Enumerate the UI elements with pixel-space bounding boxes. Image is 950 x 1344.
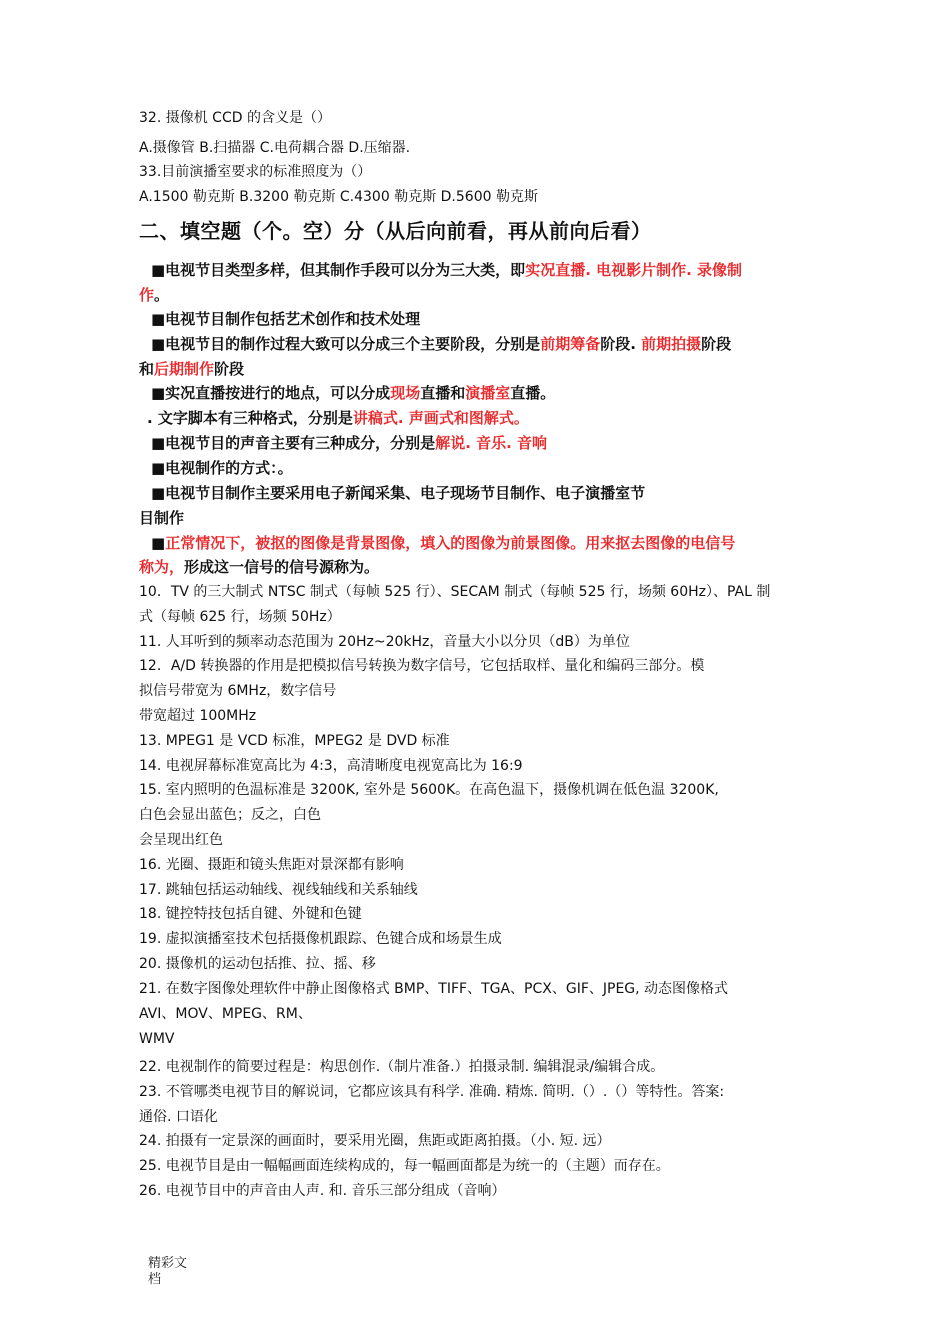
item-23: 23. 不管哪类电视节目的解说词，它都应该具有科学. 准确. 精炼. 简明.（）.（）等特性。答案:	[139, 1084, 725, 1100]
fill-item-5	[147, 408, 529, 428]
fill-item-8-cont: 目制作	[139, 509, 185, 527]
fill-answer: 正常情况下，被抠的图像是背景图像，填入的图像为前景图像。用来抠去图像的电信号	[165, 534, 736, 552]
item-10: 10．TV 的三大制式 NTSC 制式（每帧 525 行）、SECAM 制式（每帧 525 行，场频 60Hz）、PAL 制	[139, 584, 771, 600]
footer-text-2: 档	[148, 1272, 162, 1287]
fill-text: . 文字脚本有三种格式，分别是	[147, 409, 353, 427]
fill-answer: 后期制作	[154, 360, 215, 378]
fill-answer: 现场	[390, 384, 421, 402]
fill-answer: 演播室	[465, 384, 511, 402]
item-23-cont: 通俗. 口语化	[139, 1109, 218, 1125]
fill-item-6	[151, 433, 547, 453]
fill-answer: 作	[139, 286, 155, 304]
item-15: 15. 室内照明的色温标准是 3200K, 室外是 5600K。在高色温下，摄像机调在低色温 3200K,	[139, 782, 719, 798]
item-24: 24. 拍摄有一定景深的画面时，要采用光圈，焦距或距离拍摄。（小. 短. 远）	[139, 1133, 611, 1149]
item-26: 26. 电视节目中的声音由人声. 和. 音乐三部分组成（音响）	[139, 1183, 506, 1199]
footer-text-1: 精彩文	[148, 1256, 188, 1271]
fill-text: 直播和	[420, 384, 466, 402]
fill-item-2: ■电视节目制作包括艺术创作和技术处理	[151, 310, 421, 328]
item-21-cont: AVI、MOV、MPEG、RM、	[139, 1006, 312, 1022]
fill-answer: 称为，	[139, 558, 185, 576]
fill-answer: 前期筹备	[540, 335, 601, 353]
item-17: 17. 跳轴包括运动轴线、视线轴线和关系轴线	[139, 882, 418, 898]
item-25: 25. 电视节目是由一幅幅画面连续构成的，每一幅画面都是为统一的（主题）而存在。	[139, 1158, 670, 1174]
item-21: 21. 在数字图像处理软件中静止图像格式 BMP、TIFF、TGA、PCX、GIF、JPEG, 动态图像格式	[139, 981, 729, 997]
item-12-cont: 拟信号带宽为 6MHz，数字信号	[139, 683, 337, 699]
q33-line1: 33.目前演播室要求的标准照度为（）	[139, 164, 372, 180]
fill-text: 阶段	[701, 335, 732, 353]
fill-answer: 前期拍摄	[641, 335, 702, 353]
fill-text: ■电视节目的声音主要有三种成分，分别是	[151, 434, 436, 452]
item-20: 20. 摄像机的运动包括推、拉、摇、移	[139, 956, 376, 972]
fill-text: ■实况直播按进行的地点，可以分成	[151, 384, 391, 402]
fill-text: ■	[151, 534, 166, 552]
item-13: 13. MPEG1 是 VCD 标准，MPEG2 是 DVD 标准	[139, 733, 450, 749]
fill-item-3	[151, 334, 731, 354]
item-15-cont: 白色会显出蓝色；反之，白色	[139, 807, 321, 823]
fill-text: 和	[139, 360, 155, 378]
item-10-cont: 式（每帧 625 行，场频 50Hz）	[139, 609, 341, 625]
fill-text: ■电视节目类型多样，但其制作手段可以分为三大类，即	[151, 261, 526, 279]
section-title: 二、填空题（个。空）分（从后向前看，再从前向后看）	[139, 219, 652, 243]
fill-text: 直播。	[510, 384, 556, 402]
fill-text: ■电视节目的制作过程大致可以分成三个主要阶段，分别是	[151, 335, 541, 353]
q32-options: A.摄像管 B.扫描器 C.电荷耦合器 D.压缩器.	[139, 140, 411, 156]
fill-item-8: ■电视节目制作主要采用电子新闻采集、电子现场节目制作、电子演播室节	[151, 484, 646, 502]
fill-answer: 解说. 音乐. 音响	[435, 434, 548, 452]
q32-line1: 32. 摄像机 CCD 的含义是（）	[139, 110, 331, 126]
item-12-cont2: 带宽超过 100MHz	[139, 708, 257, 724]
fill-text: 阶段.	[600, 335, 642, 353]
fill-text: 。	[154, 286, 170, 304]
fill-item-3-cont	[139, 359, 244, 379]
item-11: 11. 人耳听到的频率动态范围为 20Hz~20kHz，音量大小以分贝（dB）为单位	[139, 634, 630, 650]
item-18: 18. 键控特技包括自键、外键和色键	[139, 906, 362, 922]
fill-item-9	[151, 533, 735, 553]
fill-answer: 讲稿式. 声画式和图解式。	[352, 409, 529, 427]
fill-answer: 实况直播. 电视影片制作. 录像制	[525, 261, 743, 279]
item-19: 19. 虚拟演播室技术包括摄像机跟踪、色键合成和场景生成	[139, 931, 502, 947]
item-15-cont2: 会呈现出红色	[139, 832, 223, 848]
fill-item-7: ■电视制作的方式：。	[151, 459, 293, 477]
fill-text: 形成这一信号的信号源称为。	[184, 558, 380, 576]
fill-item-1	[151, 260, 742, 280]
item-16: 16. 光圈、摄距和镜头焦距对景深都有影响	[139, 857, 404, 873]
fill-item-9-cont	[139, 557, 379, 577]
item-14: 14. 电视屏幕标准宽高比为 4:3，高清晰度电视宽高比为 16:9	[139, 758, 523, 774]
fill-item-4	[151, 383, 555, 403]
item-12: 12．A/D 转换器的作用是把模拟信号转换为数字信号，它包括取样、量化和编码三部分。模	[139, 658, 705, 674]
fill-item-1-cont	[139, 285, 169, 305]
fill-text: 阶段	[214, 360, 245, 378]
item-22: 22. 电视制作的简要过程是：构思创作.（制片准备.）拍摄录制. 编辑混录/编辑合成。	[139, 1059, 665, 1075]
q33-options: A.1500 勒克斯 B.3200 勒克斯 C.4300 勒克斯 D.5600 勒克斯	[139, 189, 538, 205]
item-21-cont2: WMV	[139, 1031, 175, 1047]
